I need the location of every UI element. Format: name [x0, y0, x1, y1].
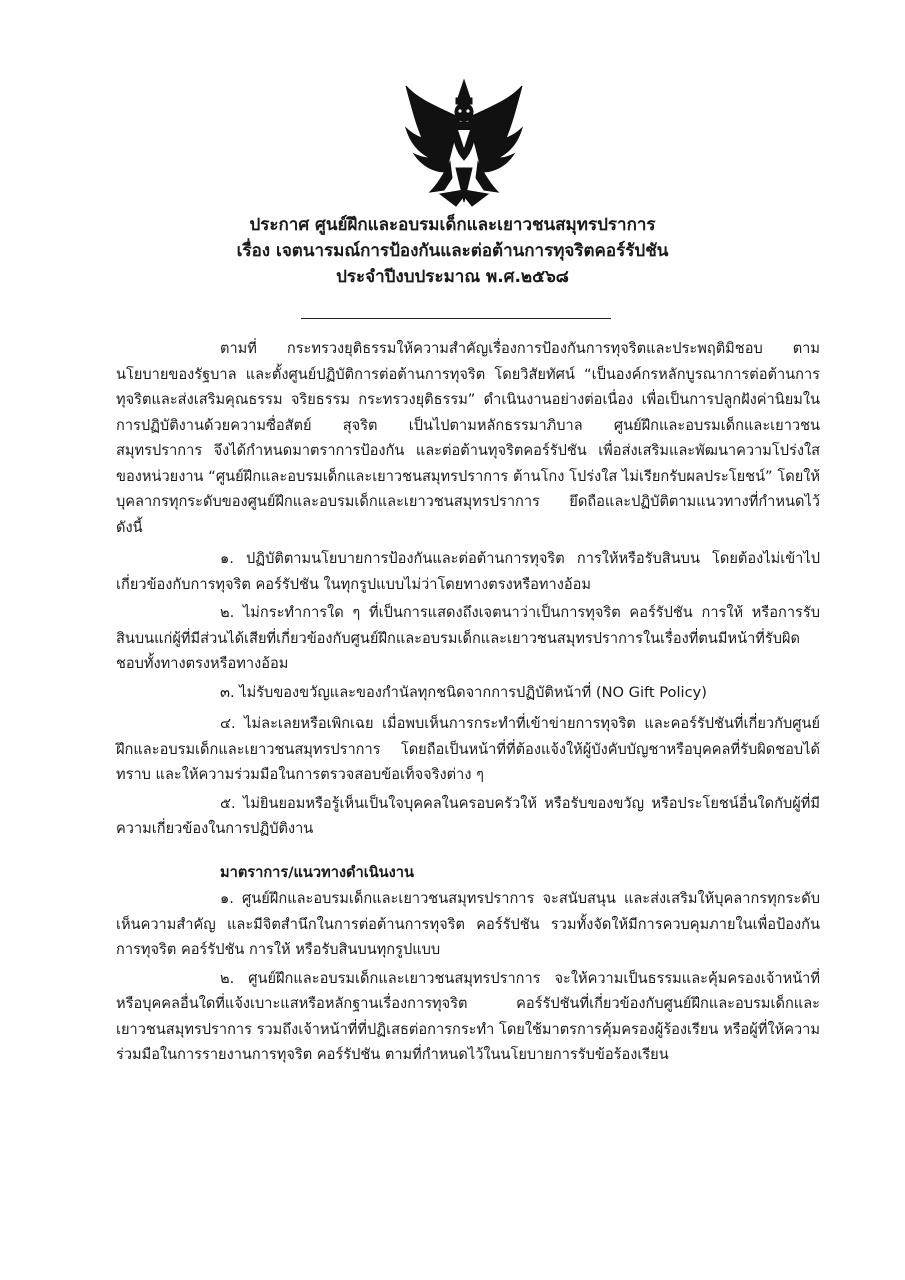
announcement-title — [100, 212, 805, 290]
measure-item-2: ๒. ศูนย์ฝึกและอบรมเด็กและเยาวชนสมุทรปราการ จะให้ความเป็นธรรมและคุ้มครองเจ้าหน้าที่หรือบุคคลอื่นใดที่แจ้งเบาะแสหรือหลักฐานเรื่องการทุจริต คอร์รัปชันที่เกี่ยวข้องกับศูนย์ฝึกและอบรมเด็กและเยาวชนสมุทรปราการ รวมถึงเจ้าหน้าที่ที่ปฏิเสธต่อการกระทำ โดยใช้มาตรการคุ้มครองผู้ร้องเรียน หรือผู้ที่ให้ความร่วมมือในการรายงานการทุจริต คอร์รัปชัน ตามที่กำหนดไว้ในนโยบายการรับข้อร้องเรียน — [116, 969, 820, 1063]
garuda-emblem-icon — [400, 78, 528, 208]
announcement-body — [116, 336, 820, 1071]
title-line-subject: เรื่อง เจตนารมณ์การป้องกันและต่อต้านการทุจริตคอร์รัปชัน — [236, 241, 669, 261]
title-line-fiscal-year: ประจำปีงบประมาณ พ.ศ.๒๕๖๘ — [336, 267, 569, 287]
measures-heading: มาตราการ/แนวทางดำเนินงาน — [220, 863, 414, 881]
intent-item-1: ๑. ปฏิบัติตามนโยบายการป้องกันและต่อต้านการทุจริต การให้หรือรับสินบน โดยต้องไม่เข้าไปเกี่ยวข้องกับการทุจริต คอร์รัปชัน ในทุกรูปแบบไม่ว่าโดยทางตรงหรือทางอ้อม — [116, 550, 820, 593]
title-line-organization: ประกาศ ศูนย์ฝึกและอบรมเด็กและเยาวชนสมุทรปราการ — [249, 215, 656, 235]
measure-item-1: ๑. ศูนย์ฝึกและอบรมเด็กและเยาวชนสมุทรปราการ จะสนับสนุน และส่งเสริมให้บุคลากรทุกระดับเห็นความสำคัญ และมีจิตสำนึกในการต่อต้านการทุจริต คอร์รัปชัน รวมทั้งจัดให้มีการควบคุมภายในเพื่อป้องกันการทุจริต คอร์รัปชัน การให้ หรือรับสินบนทุกรูปแบบ — [116, 890, 820, 958]
intent-item-3: ๓. ไม่รับของขวัญและของกำนัลทุกชนิดจากการปฏิบัติหน้าที่ (NO Gift Policy) — [220, 683, 707, 701]
intent-item-2: ๒. ไม่กระทำการใด ๆ ที่เป็นการแสดงถึงเจตนาว่าเป็นการทุจริต คอร์รัปชัน การให้ หรือการรับสินบนแก่ผู้ที่มีส่วนได้เสียที่เกี่ยวข้องกับศูนย์ฝึกและอบรมเด็กและเยาวชนสมุทรปราการในเรื่องที่ตนมีหน้าที่รับผิดชอบทั้งทางตรงหรือทางอ้อม — [116, 604, 820, 672]
intent-item-5: ๕. ไม่ยินยอมหรือรู้เห็นเป็นใจบุคคลในครอบครัวให้ หรือรับของขวัญ หรือประโยชน์อื่นใดกับผู้ที่มีความเกี่ยวข้องในการปฏิบัติงาน — [116, 794, 820, 837]
intent-item-4: ๔. ไม่ละเลยหรือเพิกเฉย เมื่อพบเห็นการกระทำที่เข้าข่ายการทุจริต และคอร์รัปชันที่เกี่ยวกับศูนย์ฝึกและอบรมเด็กและเยาวชนสมุทรปราการ โดยถือเป็นหน้าที่ที่ต้องแจ้งให้ผู้บังคับบัญชาหรือบุคคลที่รับผิดชอบได้ทราบ และให้ความร่วมมือในการตรวจสอบข้อเท็จจริงต่าง ๆ — [116, 715, 820, 783]
intro-paragraph: ตามที่ กระทรวงยุติธรรมให้ความสำคัญเรื่องการป้องกันการทุจริตและประพฤติมิชอบ ตามนโยบายของรัฐบาล และตั้งศูนย์ปฏิบัติการต่อต้านการทุจริต โดยวิสัยทัศน์ “เป็นองค์กรหลักบูรณาการต่อต้านการทุจริตและส่งเสริมคุณธรรม จริยธรรม กระทรวงยุติธรรม” ดำเนินงานอย่างต่อเนื่อง เพื่อเป็นการปลูกฝังค่านิยมในการปฏิบัติงานด้วยความซื่อสัตย์ สุจริต เป็นไปตามหลักธรรมาภิบาล ศูนย์ฝึกและอบรมเด็กและเยาวชนสมุทรปราการ จึงได้กำหนดมาตราการป้องกัน และต่อต้านทุจริตคอร์รัปชัน เพื่อส่งเสริมและพัฒนาความโปร่งใสของหน่วยงาน “ศูนย์ฝึกและอบรมเด็กและเยาวชนสมุทรปราการ ต้านโกง โปร่งใส ไม่เรียกรับผลประโยชน์” โดยให้บุคลากรทุกระดับของศูนย์ฝึกและอบรมเด็กและเยาวชนสมุทรปราการ ยึดถือและปฏิบัติตามแนวทางที่กำหนดไว้ ดังนี้ — [116, 340, 820, 536]
title-divider — [301, 318, 611, 319]
